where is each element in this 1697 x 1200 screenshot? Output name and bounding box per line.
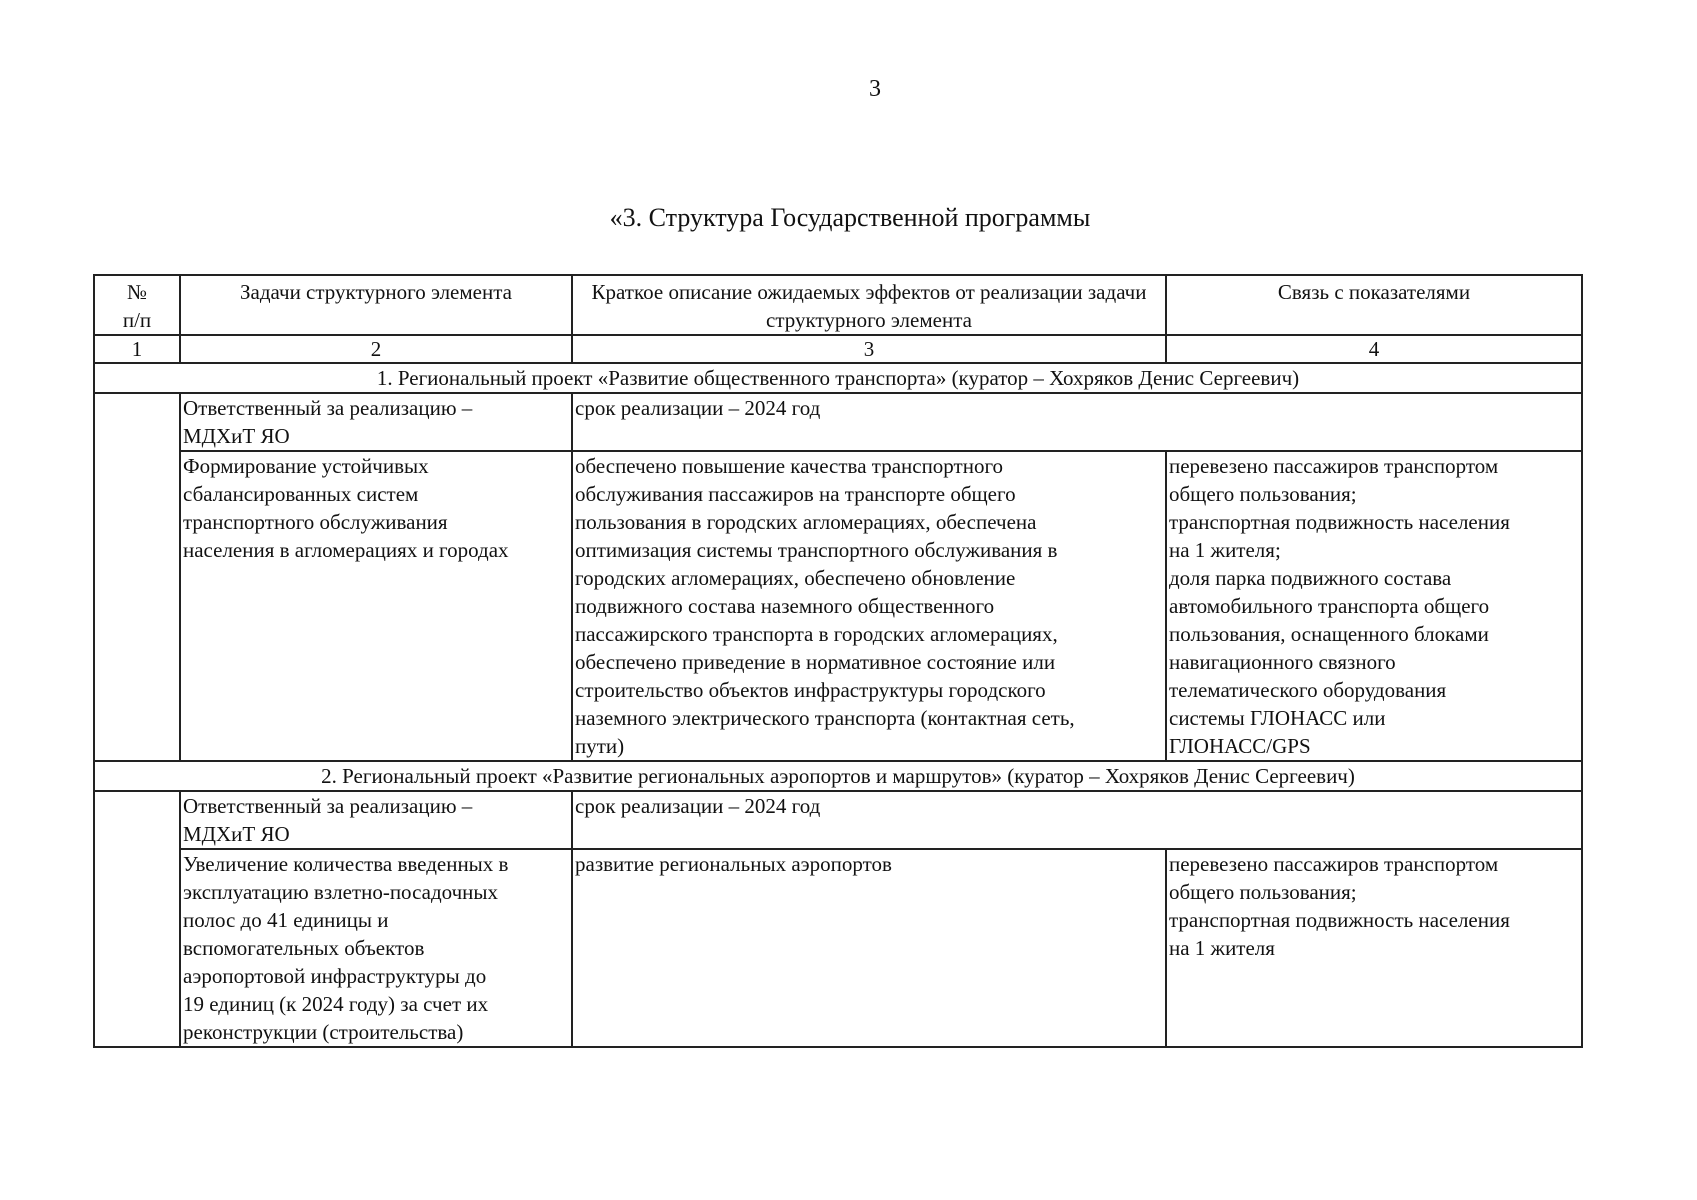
column-index-2: 2: [180, 335, 572, 363]
section-1-deadline: срок реализации – 2024 год: [572, 393, 1582, 451]
section-2-responsible-row: [94, 791, 1582, 849]
section-1-number-cell: [94, 393, 180, 761]
header-number: № п/п: [94, 275, 180, 335]
section-1-indicators: перевезено пассажиров транспортом общего пользования; транспортная подвижность населения на 1 жителя; доля парка подвижного состава автомобильного транспорта общего пользования, оснащенного блоками навигационного связного телематического оборудования системы ГЛОНАСС или ГЛОНАСС/GPS: [1166, 451, 1582, 761]
section-2-task: Увеличение количества введенных в эксплуатацию взлетно-посадочных полос до 41 единицы и вспомогательных объектов аэропортовой инфраструктуры до 19 единиц (к 2024 году) за счет их реконструкции (строительства): [180, 849, 572, 1047]
section-2-task-row: [94, 849, 1582, 1047]
section-2-deadline: срок реализации – 2024 год: [572, 791, 1582, 849]
page-number: 3: [869, 76, 881, 102]
document-title: «3. Структура Государственной программы: [609, 203, 1091, 232]
section-2-title: 2. Региональный проект «Развитие региональных аэропортов и маршрутов» (куратор – Хохряков Денис Сергеевич): [94, 761, 1582, 791]
column-index-3: 3: [572, 335, 1166, 363]
section-1-responsible: Ответственный за реализацию – МДХиТ ЯО: [180, 393, 572, 451]
section-1-task-row: [94, 451, 1582, 761]
section-title-row: [94, 363, 1582, 393]
section-1-title: 1. Региональный проект «Развитие общественного транспорта» (куратор – Хохряков Денис Сергеевич): [94, 363, 1582, 393]
header-indicators: Связь с показателями: [1166, 275, 1582, 335]
section-1-effects: обеспечено повышение качества транспортного обслуживания пассажиров на транспорте общего пользования в городских агломерациях, обеспечена оптимизация системы транспортного обслуживания в городских агломерациях, обеспечено обновление подвижного состава наземного общественного пассажирского транспорта в городских агломерациях, обеспечено приведение в нормативное состояние или строительство объектов инфраструктуры городского наземного электрического транспорта (контактная сеть, пути): [572, 451, 1166, 761]
section-2-responsible: Ответственный за реализацию – МДХиТ ЯО: [180, 791, 572, 849]
column-index-1: 1: [94, 335, 180, 363]
section-1-responsible-row: [94, 393, 1582, 451]
header-effects: Краткое описание ожидаемых эффектов от реализации задачи структурного элемента: [572, 275, 1166, 335]
section-2-indicators: перевезено пассажиров транспортом общего пользования; транспортная подвижность населения на 1 жителя: [1166, 849, 1582, 1047]
column-index-4: 4: [1166, 335, 1582, 363]
section-2-effects: развитие региональных аэропортов: [572, 849, 1166, 1047]
program-structure-table: [93, 274, 1583, 1048]
section-2-number-cell: [94, 791, 180, 1047]
section-1-task: Формирование устойчивых сбалансированных систем транспортного обслуживания населения в агломерациях и городах: [180, 451, 572, 761]
table-header-row: [94, 275, 1582, 335]
section-title-row: [94, 761, 1582, 791]
column-index-row: [94, 335, 1582, 363]
header-tasks: Задачи структурного элемента: [180, 275, 572, 335]
